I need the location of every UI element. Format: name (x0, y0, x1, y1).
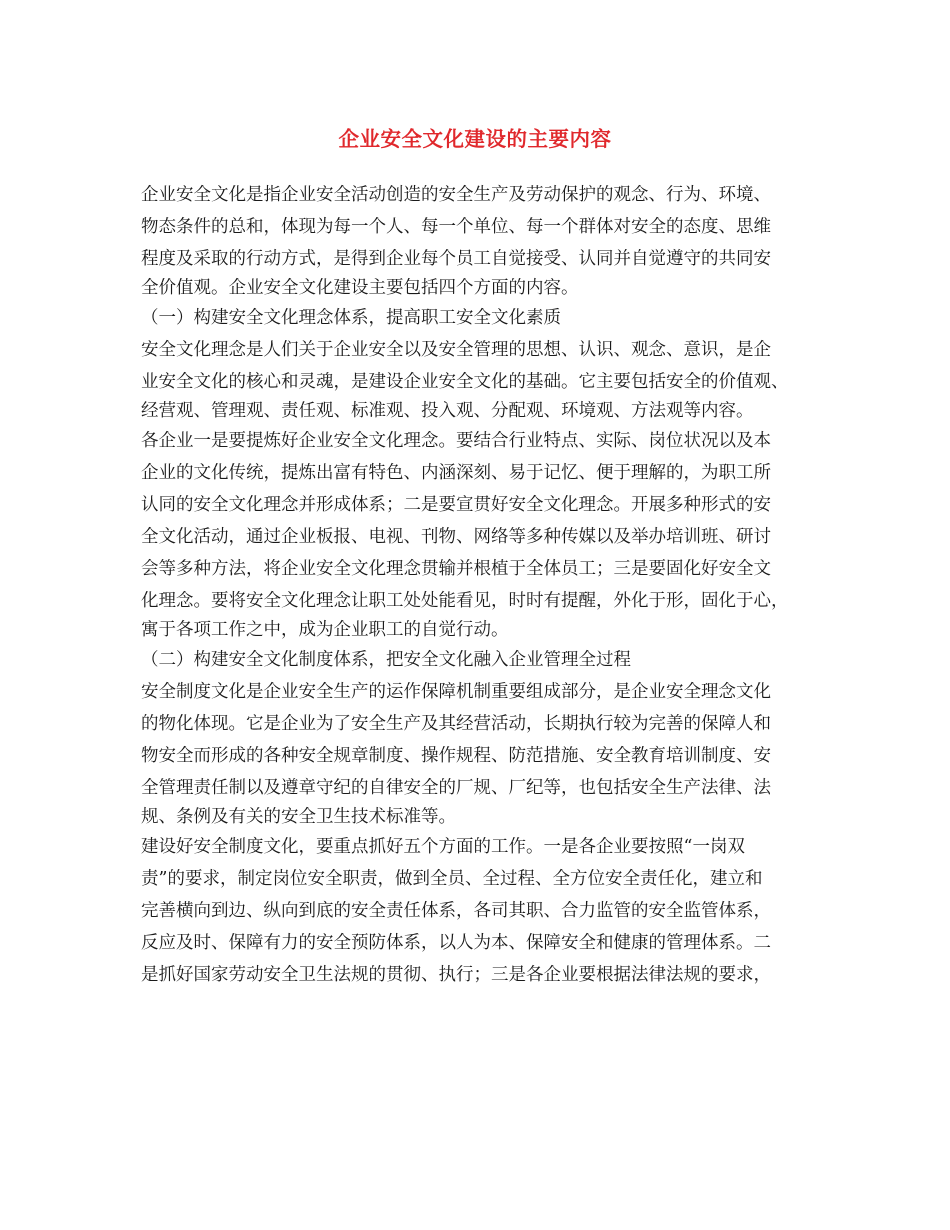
text-line: 企业安全文化是指企业安全活动创造的安全生产及劳动保护的观念、行为、环境、 (141, 185, 771, 205)
text-line: 寓于各项工作之中，成为企业职工的自觉行动。 (141, 620, 509, 641)
text-line: （二）构建安全文化制度体系，把安全文化融入企业管理全过程 (141, 649, 631, 670)
text-line: 安全文化理念是人们关于企业安全以及安全管理的思想、认识、观念、意识，是企 (141, 339, 771, 360)
text-line: 业安全文化的核心和灵魂，是建设企业安全文化的基础。它主要包括安全的价值观、 (141, 372, 789, 393)
document-body (141, 179, 821, 991)
text-line: 经营观、管理观、责任观、标准观、投入观、分配观、环境观、方法观等内容。 (141, 401, 754, 422)
text-line: 各企业一是要提炼好企业安全文化理念。要结合行业特点、实际、岗位状况以及本 (141, 430, 771, 451)
text-line: 物安全而形成的各种安全规章制度、操作规程、防范措施、安全教育培训制度、安 (141, 746, 771, 767)
text-line: 责”的要求，制定岗位安全职责，做到全员、全过程、全方位安全责任化，建立和 (141, 869, 763, 890)
text-line: 规、条例及有关的安全卫生技术标准等。 (141, 807, 456, 828)
text-line: 全管理责任制以及遵章守纪的自律安全的厂规、厂纪等，也包括安全生产法律、法 (141, 778, 771, 799)
text-line: （一）构建安全文化理念体系，提高职工安全文化素质 (141, 307, 561, 328)
text-line: 的物化体现。它是企业为了安全生产及其经营活动，长期执行较为完善的保障人和 (141, 714, 771, 735)
text-line: 企业的文化传统，提炼出富有特色、内涵深刻、易于记忆、便于理解的，为职工所 (141, 462, 771, 483)
text-line: 程度及采取的行动方式，是得到企业每个员工自觉接受、认同并自觉遵守的共同安 (141, 249, 771, 270)
text-line: 物态条件的总和，体现为每一个人、每一个单位、每一个群体对安全的态度、思维 (141, 217, 771, 238)
text-line: 会等多种方法，将企业安全文化理念贯输并根植于全体员工；三是要固化好安全文 (141, 559, 771, 580)
text-line: 全价值观。企业安全文化建设主要包括四个方面的内容。 (141, 278, 579, 299)
document-title: 企业安全文化建设的主要内容 (338, 127, 612, 151)
text-line: 是抓好国家劳动安全卫生法规的贯彻、执行；三是各企业要根据法律法规的要求， (141, 965, 771, 986)
text-line: 建设好安全制度文化，要重点抓好五个方面的工作。一是各企业要按照“一岗双 (141, 836, 745, 857)
text-line: 认同的安全文化理念并形成体系；二是要宣贯好安全文化理念。开展多种形式的安 (141, 494, 771, 515)
text-line: 安全制度文化是企业安全生产的运作保障机制重要组成部分，是企业安全理念文化 (141, 682, 771, 702)
text-line: 完善横向到边、纵向到底的安全责任体系，各司其职、合力监管的安全监管体系， (141, 901, 771, 922)
text-line: 反应及时、保障有力的安全预防体系，以人为本、保障安全和健康的管理体系。二 (141, 933, 771, 954)
text-line: 化理念。要将安全文化理念让职工处处能看见，时时有提醒，外化于形，固化于心， (141, 591, 789, 612)
text-line: 全文化活动，通过企业板报、电视、刊物、网络等多种传媒以及举办培训班、研讨 (141, 527, 771, 548)
